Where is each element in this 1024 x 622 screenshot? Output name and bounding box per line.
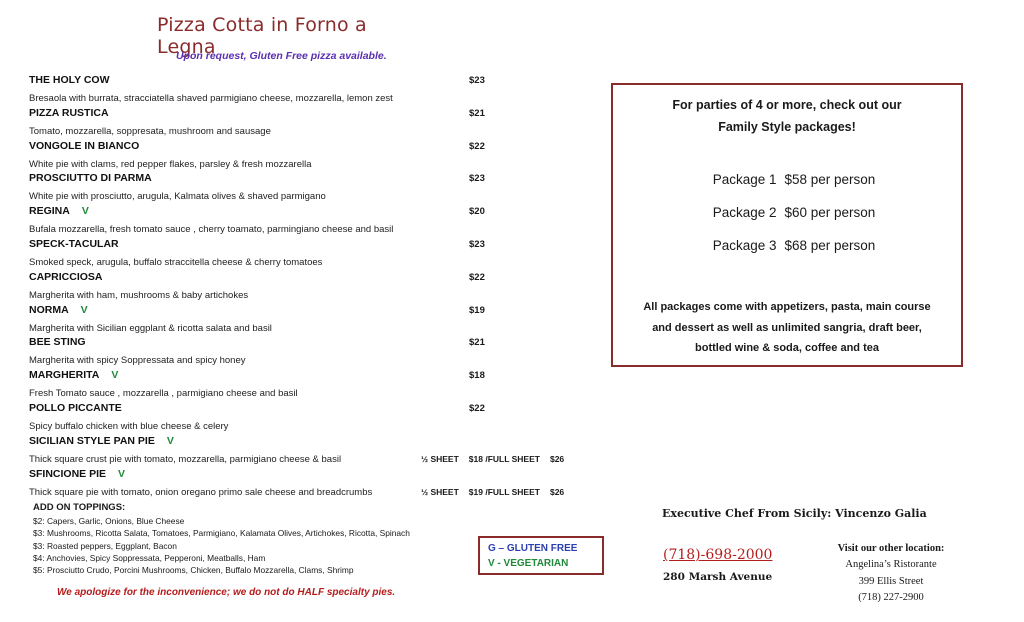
item-name: POLLO PICCANTE [29,401,122,414]
item-name: SPECK-TACULAR [29,237,119,250]
item-name: REGINA V [29,205,89,218]
item-description: Thick square crust pie with tomato, mozzarella, parmigiano cheese & basil [29,453,342,465]
half-sheet-label: ½ SHEET [421,486,459,497]
other-location [818,541,964,606]
diet-legend [478,536,604,575]
family-style-box [611,83,963,367]
item-description: Thick square pie with tomato, onion oregano primo sale cheese and breadcrumbs [29,486,373,498]
half-sheet-label: ½ SHEET [421,453,459,464]
sheet-pricing [421,487,574,497]
gluten-free-note: Upon request, Gluten Free pizza available. [176,50,387,62]
package-list [613,163,961,262]
item-name: CAPRICCIOSA [29,270,103,283]
vegetarian-marker: V [118,467,126,480]
gluten-free-legend: G – GLUTEN FREE [488,543,578,554]
item-price: $22 [469,402,485,414]
sheet-item [29,435,589,468]
item-price: $23 [469,75,485,86]
includes-line: All packages come with appetizers, pasta, main course [643,301,931,313]
pizza-menu-list [29,74,589,500]
item-price: $22 [469,271,485,283]
item-name: PROSCIUTTO DI PARMA [29,172,152,185]
package-row [613,229,961,262]
add-on-line: $3: Mushrooms, Ricotta Salata, Tomatoes, Parmigiano, Kalamata Olives, Artichokes, Ricotta, Spinach [33,528,410,539]
menu-item [29,238,589,271]
package-price: $60 per person [784,205,876,220]
family-heading-line: For parties of 4 or more, check out our [672,98,902,112]
item-price: $20 [469,206,485,218]
item-description: Margherita with spicy Soppressata and spicy honey [29,355,246,367]
menu-item [29,205,589,238]
item-price: $23 [469,238,485,250]
vegetarian-marker: V [111,369,119,382]
other-location-phone: (718) 227-2900 [858,591,924,603]
package-price: $58 per person [784,172,876,187]
add-on-heading: ADD ON TOPPINGS: [33,502,126,513]
package-label: Package 1 [712,172,777,187]
package-price: $68 per person [784,238,876,253]
half-sheet-price: $19 /FULL SHEET [468,486,540,497]
half-pie-apology: We apologize for the inconvenience; we do not do HALF specialty pies. [57,587,396,598]
other-location-street: 399 Ellis Street [858,575,924,587]
executive-chef: Executive Chef From Sicily: Vincenzo Galia [662,507,927,520]
add-on-toppings [33,502,473,576]
item-description: Fresh Tomato sauce , mozzarella , parmigiano cheese and basil [29,388,298,400]
phone-number[interactable]: (718)-698-2000 [663,547,773,563]
family-heading [613,94,961,138]
item-name: PIZZA RUSTICA [29,106,109,119]
item-description: White pie with clams, red pepper flakes, parsley & fresh mozzarella [29,158,312,170]
menu-title: Pizza Cotta in Forno a Legna [157,14,367,58]
item-price: $22 [469,140,485,152]
sheet-pricing [421,454,574,464]
includes-line: and dessert as well as unlimited sangria, draft beer, [652,321,922,334]
menu-item [29,74,589,107]
package-label: Package 3 [712,238,777,253]
item-description: Smoked speck, arugula, buffalo straccitella cheese & cherry tomatoes [29,256,323,268]
includes-line: bottled wine & soda, coffee and tea [695,342,879,354]
item-name: BEE STING [29,336,86,349]
item-description: Margherita with ham, mushrooms & baby artichokes [29,289,249,301]
item-name: THE HOLY COW [29,74,110,86]
menu-item [29,107,589,140]
full-sheet-price: $26 [549,486,565,497]
item-name: MARGHERITA V [29,369,119,382]
item-name: VONGOLE IN BIANCO [29,139,140,152]
item-description: Margherita with Sicilian eggplant & ricotta salata and basil [29,322,272,334]
add-on-line: $5: Prosciutto Crudo, Porcini Mushrooms, Chicken, Buffalo Mozzarella, Clams, Shrimp [33,565,354,576]
menu-item [29,369,589,402]
restaurant-address: 280 Marsh Avenue [663,571,773,583]
add-on-line: $3: Roasted peppers, Eggplant, Bacon [33,540,177,551]
other-location-label: Visit our other location: [837,543,945,554]
package-row [613,196,961,229]
item-description: Tomato, mozzarella, soppresata, mushroom and sausage [29,125,271,137]
vegetarian-legend: V - VEGETARIAN [488,558,569,569]
item-description: Bufala mozzarella, fresh tomato sauce , cherry toamato, parmingiano cheese and basil [29,224,394,236]
package-label: Package 2 [712,205,777,220]
package-includes [613,297,961,359]
sheet-item [29,468,589,501]
family-heading-line: Family Style packages! [718,120,856,134]
other-location-name: Angelina’s Ristorante [845,559,937,571]
item-name: NORMA V [29,303,88,316]
menu-item [29,140,589,173]
menu-item [29,271,589,304]
item-price: $23 [469,173,485,185]
menu-item [29,304,589,337]
add-on-line: $2: Capers, Garlic, Onions, Blue Cheese [33,516,185,526]
item-name: SICILIAN STYLE PAN PIE V [29,434,174,447]
item-price: $21 [469,337,485,349]
item-description: Spicy buffalo chicken with blue cheese & celery [29,420,229,432]
menu-item [29,172,589,205]
menu-item [29,336,589,369]
item-price: $18 [469,370,485,382]
menu-item [29,402,589,435]
add-on-line: $4: Anchovies, Spicy Soppressata, Pepperoni, Meatballs, Ham [33,552,266,563]
item-description: White pie with prosciutto, arugula, Kalmata olives & shaved parmigano [29,191,326,203]
vegetarian-marker: V [81,205,89,218]
item-price: $19 [469,304,485,316]
full-sheet-price: $26 [549,453,565,464]
vegetarian-marker: V [80,303,88,316]
half-sheet-price: $18 /FULL SHEET [468,453,540,464]
package-row [613,163,961,196]
item-price: $21 [469,107,485,119]
vegetarian-marker: V [166,434,174,447]
item-description: Bresaola with burrata, stracciatella shaved parmigiano cheese, mozzarella, lemon zest [29,93,393,104]
item-name: SFINCIONE PIE V [29,467,126,480]
